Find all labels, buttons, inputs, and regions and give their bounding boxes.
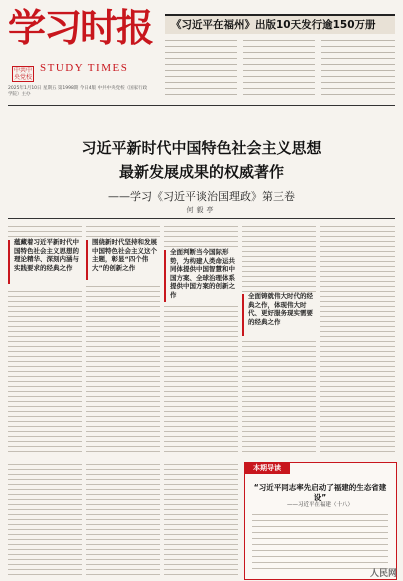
pullquote-3 [164, 248, 238, 306]
body-column-4 [242, 224, 316, 456]
seal-text: 中共中央党校 [13, 67, 32, 81]
banner-body-col-2 [243, 38, 315, 98]
banner-body-col-3 [321, 38, 395, 98]
pullquote-4-bar [242, 294, 244, 336]
top-banner[interactable] [165, 14, 395, 34]
pullquote-4 [242, 292, 316, 340]
pullquote-1-text: 蕴藏着习近平新时代中国特色社会主义思想的理论精华、深刻内涵与实践要求的经典之作 [14, 238, 79, 272]
teaser-subtitle: ——习近平在福建（十八） [286, 502, 353, 508]
pullquote-1-bar [8, 240, 10, 284]
banner-body-col-1 [165, 38, 237, 98]
issue-info: 2025年1月10日 星期五 第1998期 今日4版 中共中央党校（国家行政学院）主办 [8, 86, 148, 97]
pullquote-1 [8, 238, 82, 288]
article-author: 何毅亭 [186, 206, 217, 214]
teaser-title[interactable]: “习近平同志率先启动了福建的生态省建设” [253, 483, 387, 502]
watermark: 人民网 [369, 569, 397, 579]
body-column-3-lower [164, 462, 238, 577]
pullquote-2 [86, 238, 160, 284]
title-rule [8, 218, 395, 219]
masthead-english: STUDY TIMES [40, 62, 129, 74]
masthead-rule [8, 105, 395, 106]
article-subtitle: ——学习《习近平谈治国理政》第三卷 [108, 190, 295, 203]
top-banner-text: 《习近平在福州》出版10天发行逾150万册 [171, 19, 376, 31]
teaser-body [252, 512, 388, 572]
article-title-line-2: 最新发展成果的权威著作 [118, 163, 284, 181]
article-title-line-1: 习近平新时代中国特色社会主义思想 [81, 139, 322, 157]
pullquote-2-text: 围绕新时代坚持和发展中国特色社会主义这个主题，彰显“四个伟大”的创新之作 [92, 238, 157, 272]
masthead-title: 学习时报 [8, 5, 153, 50]
masthead [8, 5, 153, 60]
pullquote-3-bar [164, 250, 166, 302]
pullquote-3-text: 全面判断当今国际形势，为构建人类命运共同体提供中国智慧和中国方案、全球治理体系提供中国方案的创新之作 [170, 248, 235, 299]
pullquote-4-text: 全面铸就伟大时代的经典之作，体现伟大时代、更好服务现实需要的经典之作 [248, 292, 313, 326]
body-column-1-lower [8, 462, 82, 577]
party-school-seal [12, 66, 34, 82]
pullquote-2-bar [86, 240, 88, 280]
body-column-5 [320, 224, 395, 456]
body-column-2-lower [86, 462, 160, 577]
teaser-tag: 本期导读 [244, 462, 290, 474]
